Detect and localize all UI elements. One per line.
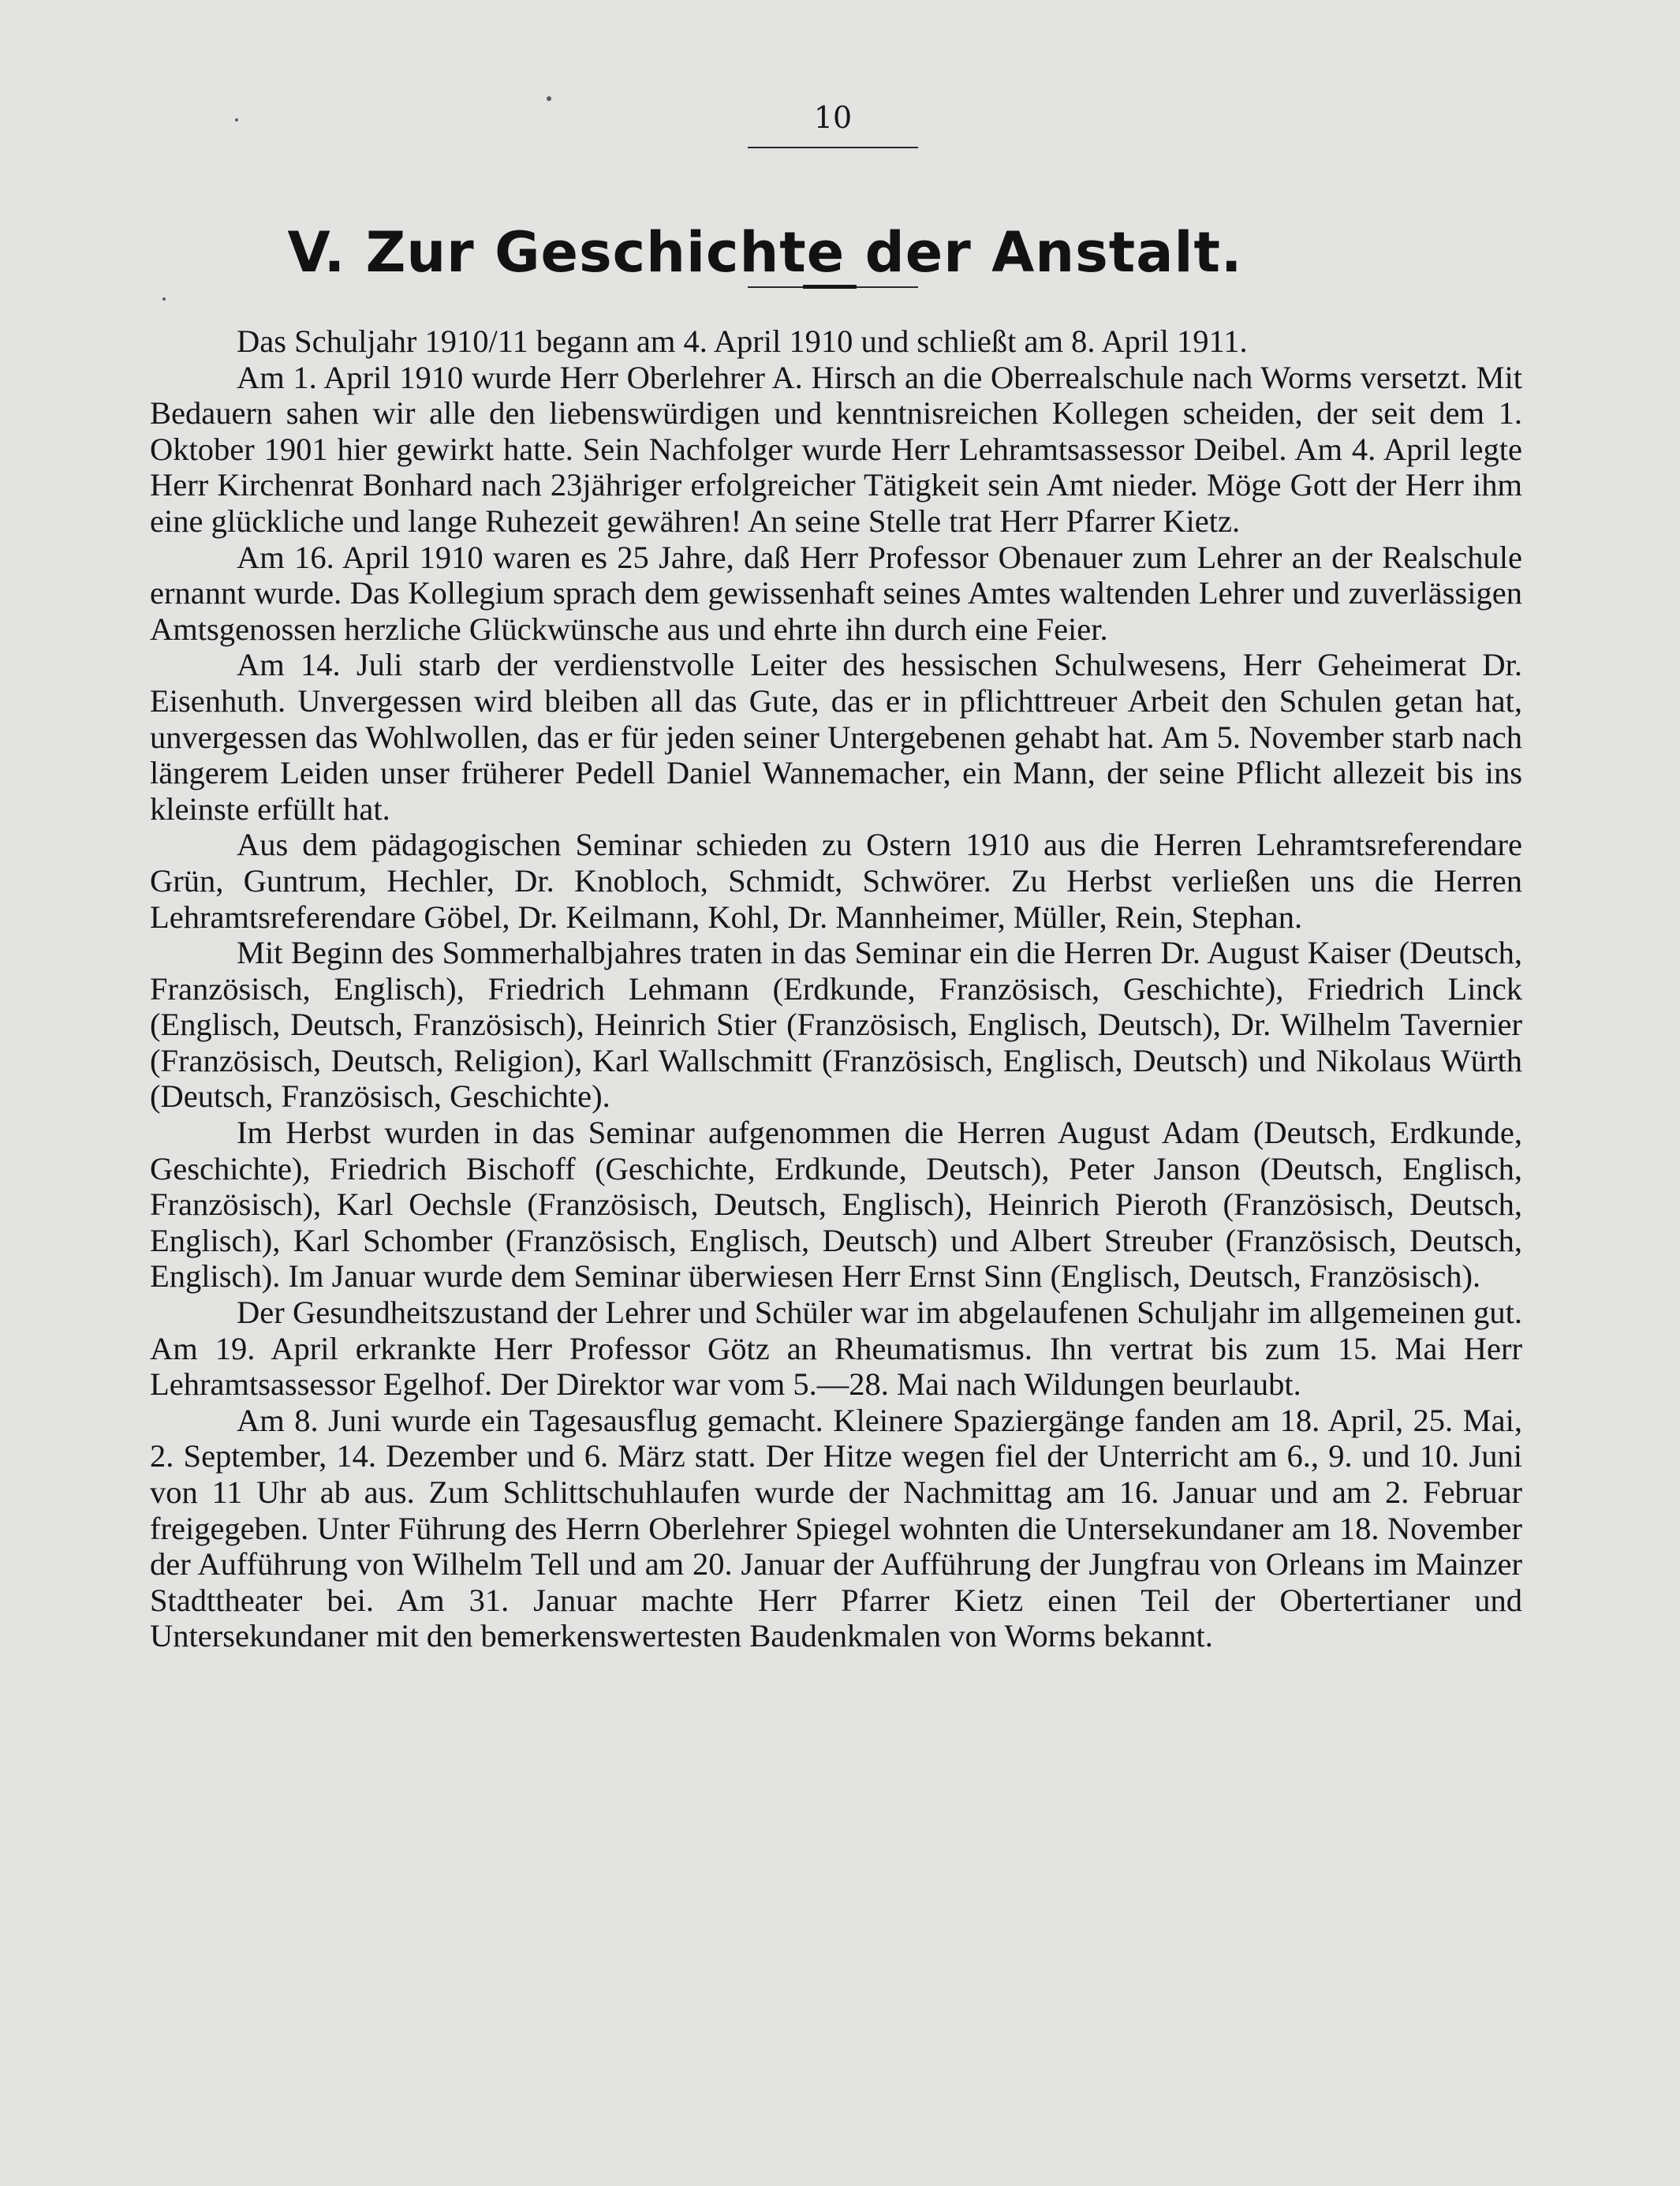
paragraph-seminar-summer-entries: Mit Beginn des Sommerhalbjahres traten in das Seminar ein die Herren Dr. August Kaiser (Deutsch, Französisch, Englisch), Friedrich Lehmann (Erdkunde, Französisch, Geschichte), Friedrich Linck (Englisch, Deutsch, Französisch), Heinrich Stier (Französisch, Englisch, Deutsch), Dr. Wilhelm Tavernier (Französisch, Deutsch, Religion), Karl Wallschmitt (Französisch, Englisch, Deutsch) und Nikolaus Würth (Deutsch, Französisch, Geschichte).: [150, 935, 1522, 1115]
article-body: [150, 323, 1522, 1654]
header-rule: [748, 147, 918, 148]
section-divider-ornament: [803, 285, 857, 289]
paragraph-obituaries: Am 14. Juli starb der verdienstvolle Leiter des hessischen Schulwesens, Herr Geheimerat Dr. Eisenhuth. Unvergessen wird bleiben all das Gute, das er in pflichttreuer Arbeit den Schulen getan hat, unvergessen das Wohlwollen, das er für jeden seiner Untergebenen gehabt hat. Am 5. November starb nach längerem Leiden unser früherer Pedell Daniel Wannemacher, ein Mann, der seine Pflicht allezeit bis ins kleinste erfüllt hat.: [150, 647, 1522, 827]
paragraph-staff-changes: Am 1. April 1910 wurde Herr Oberlehrer A. Hirsch an die Oberrealschule nach Worms versetzt. Mit Bedauern sahen wir alle den liebenswürdigen und kenntnisreichen Kollegen scheiden, der seit dem 1. Oktober 1901 hier gewirkt hatte. Sein Nachfolger wurde Herr Lehramtsassessor Deibel. Am 4. April legte Herr Kirchenrat Bonhard nach 23jähriger erfolgreicher Tätigkeit sein Amt nieder. Möge Gott der Herr ihm eine glückliche und lange Ruhezeit gewähren! An seine Stelle trat Herr Pfarrer Kietz.: [150, 359, 1522, 539]
paragraph-jubilee: Am 16. April 1910 waren es 25 Jahre, daß Herr Professor Obenauer zum Lehrer an der Realschule ernannt wurde. Das Kollegium sprach dem gewissenhaft seines Amtes waltenden Lehrer und zuverlässigen Amtsgenossen herzliche Glückwünsche aus und ehrte ihn durch eine Feier.: [150, 539, 1522, 647]
paragraph-seminar-autumn-entries: Im Herbst wurden in das Seminar aufgenommen die Herren August Adam (Deutsch, Erdkunde, Geschichte), Friedrich Bischoff (Geschichte, Erdkunde, Deutsch), Peter Janson (Deutsch, Englisch, Französisch), Karl Oechsle (Französisch, Deutsch, Englisch), Heinrich Pieroth (Französisch, Deutsch, Englisch), Karl Schomber (Französisch, Englisch, Deutsch) und Albert Streuber (Französisch, Deutsch, Englisch). Im Januar wurde dem Seminar überwiesen Herr Ernst Sinn (Englisch, Deutsch, Französisch).: [150, 1115, 1522, 1295]
paragraph-excursions: Am 8. Juni wurde ein Tagesausflug gemacht. Kleinere Spaziergänge fanden am 18. April, 25. Mai, 2. September, 14. Dezember und 6. März statt. Der Hitze wegen fiel der Unterricht am 6., 9. und 10. Juni von 11 Uhr ab aus. Zum Schlittschuhlaufen wurde der Nachmittag am 16. Januar und am 2. Februar freigegeben. Unter Führung des Herrn Oberlehrer Spiegel wohnten die Untersekundaner am 18. November der Aufführung von Wilhelm Tell und am 20. Januar der Aufführung der Jungfrau von Orleans im Mainzer Stadttheater bei. Am 31. Januar machte Herr Pfarrer Kietz einen Teil der Obertertianer und Untersekundaner mit den bemerkenswertesten Baudenkmalen von Worms bekannt.: [150, 1402, 1522, 1654]
print-speck: [547, 96, 551, 101]
paragraph-seminar-departures: Aus dem pädagogischen Seminar schieden zu Ostern 1910 aus die Herren Lehramtsreferendare Grün, Guntrum, Hechler, Dr. Knobloch, Schmidt, Schwörer. Zu Herbst verließen uns die Herren Lehramtsreferendare Göbel, Dr. Keilmann, Kohl, Dr. Mannheimer, Müller, Rein, Stephan.: [150, 827, 1522, 935]
print-speck: [235, 118, 238, 121]
print-speck: [162, 297, 166, 301]
paragraph-health: Der Gesundheitszustand der Lehrer und Schüler war im abgelaufenen Schuljahr im allgemeinen gut. Am 19. April erkrankte Herr Professor Götz an Rheumatismus. Ihn vertrat bis zum 15. Mai Herr Lehramtsassessor Egelhof. Der Direktor war vom 5.—28. Mai nach Wildungen beurlaubt.: [150, 1295, 1522, 1403]
paragraph-school-year: Das Schuljahr 1910/11 begann am 4. April 1910 und schließt am 8. April 1911.: [237, 323, 1248, 359]
page-number: 10: [813, 100, 853, 135]
page-title: V. Zur Geschichte der Anstalt.: [287, 219, 1243, 285]
